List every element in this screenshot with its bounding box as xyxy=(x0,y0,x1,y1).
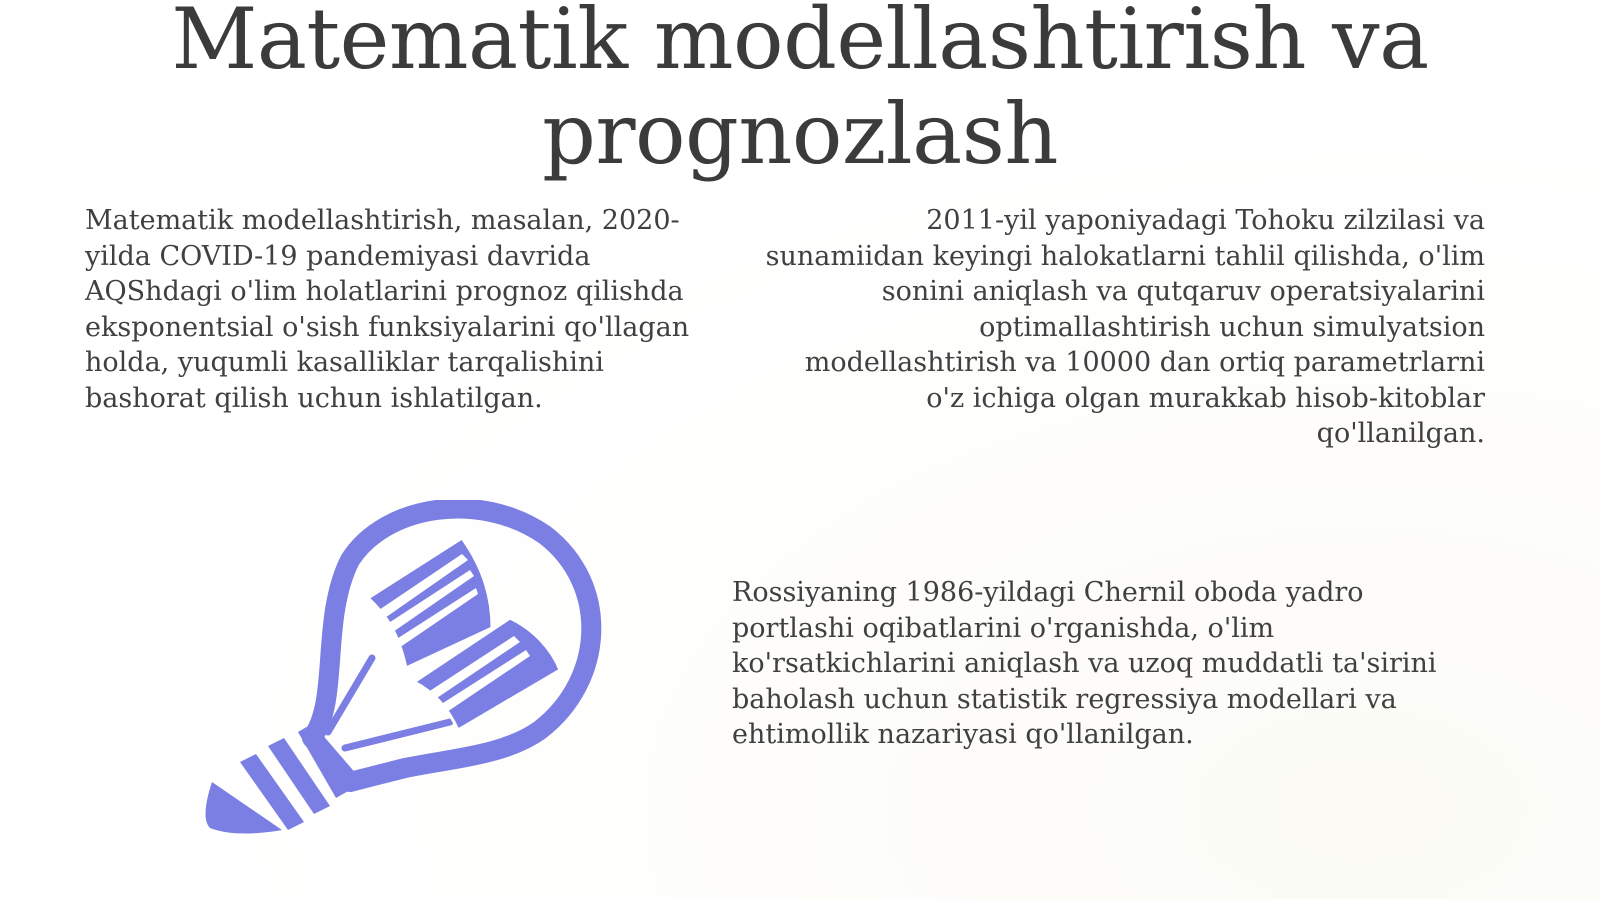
lightbulb-book-icon xyxy=(200,500,620,850)
paragraph-chernobyl: Rossiyaning 1986-yildagi Chernil oboda yadro portlashi oqibatlarini o'rganishda, o'lim ko'rsatkichlarini aniqlash va uzoq muddatli ta'sirini baholash uchun statistik regressiya modellari va ehtimollik nazariyasi qo'llanilgan. xyxy=(732,577,1437,750)
paragraph-covid: Matematik modellashtirish, masalan, 2020-yilda COVID-19 pandemiyasi davrida AQShdagi o'lim holatlarini prognoz qilishda eksponentsial o'sish funksiyalarini qo'llagan holda, yuqumli kasalliklar tarqalishini bashorat qilish uchun ishlatilgan. xyxy=(85,205,690,414)
paragraph-tohoku: 2011-yil yaponiyadagi Tohoku zilzilasi va sunamiidan keyingi halokatlarni tahlil qilishda, o'lim sonini aniqlash va qutqaruv operatsiyalarini optimallashtirish uchun simulyatsion modellashtirish va 10000 dan ortiq parametrlarni o'z ichiga olgan murakkab hisob-kitoblar qo'llanilgan. xyxy=(765,205,1485,449)
slide-title: Matematik modellashtirish va prognozlash xyxy=(171,0,1429,183)
